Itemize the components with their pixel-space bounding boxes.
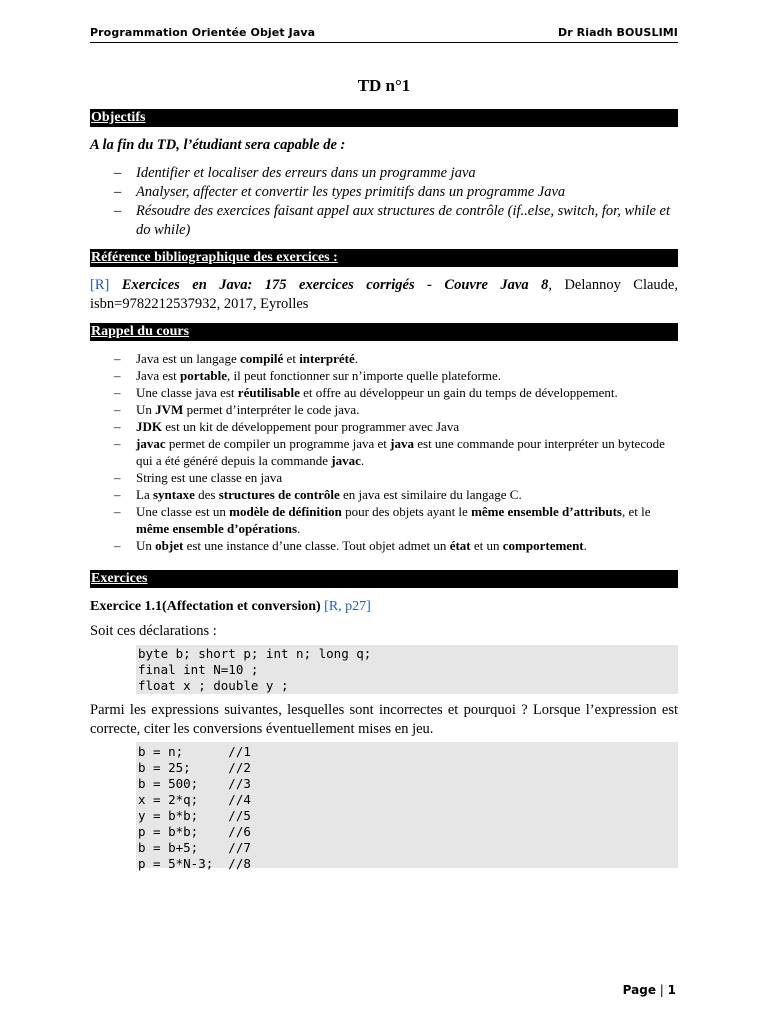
list-item: – Java est un langage compilé et interprété. (112, 350, 678, 367)
author-name: Dr Riadh BOUSLIMI (557, 26, 678, 39)
list-item: – String est une classe en java (112, 469, 678, 486)
reference-book-title: Exercices en Java: 175 exercices corrigés - Couvre Java 8 (121, 277, 549, 293)
code-line: float x ; double y ; (138, 678, 289, 693)
list-item: – La syntaxe des structures de contrôle en java est similaire du langage C. (112, 486, 678, 503)
code-line: b = 500; //3 (138, 776, 251, 791)
section-rappel (90, 323, 678, 341)
page-footer (623, 983, 676, 997)
exercise-title: Exercice 1.1(Affectation et conversion) (90, 599, 321, 614)
section-reference (90, 249, 678, 267)
reference-link[interactable]: [R] (90, 277, 110, 293)
page-label: Page (622, 983, 656, 997)
section-objectifs-label: Objectifs (91, 110, 146, 125)
code-line: final int N=10 ; (138, 662, 259, 677)
reference-details: , Delannoy Claude, isbn=9782212537932, 2017, Eyrolles (90, 277, 678, 312)
list-item: – Analyser, affecter et convertir les types primitifs dans un programme Java (112, 183, 678, 202)
page-separator: | (655, 983, 668, 997)
reference-citation (90, 276, 678, 314)
exercise-heading (90, 597, 371, 616)
list-item: – Une classe est un modèle de définition pour des objets ayant le même ensemble d’attributs, et le même ensemble d’opérations. (112, 503, 678, 537)
document-title: TD n°1 (357, 76, 411, 95)
list-item: – Une classe java est réutilisable et offre au développeur un gain du temps de développement. (112, 384, 678, 401)
rappel-list (112, 350, 678, 554)
list-item: – Java est portable, il peut fonctionner sur n’importe quelle plateforme. (112, 367, 678, 384)
list-item: – Un JVM permet d’interpréter le code java. (112, 401, 678, 418)
code-line: y = b*b; //5 (138, 808, 251, 823)
exercise-intro: Soit ces déclarations : (90, 623, 217, 639)
code-line: b = b+5; //7 (138, 840, 251, 855)
objectifs-intro: A la fin du TD, l’étudiant sera capable de : (90, 137, 346, 153)
list-item: – Identifier et localiser des erreurs dans un programme java (112, 164, 678, 183)
declarations-code-block (136, 645, 678, 694)
list-item: – JDK est un kit de développement pour programmer avec Java (112, 418, 678, 435)
objectifs-list (112, 164, 678, 240)
code-line: p = 5*N-3; //8 (138, 856, 251, 871)
code-line: b = 25; //2 (138, 760, 251, 775)
code-line: byte b; short p; int n; long q; (138, 646, 372, 661)
section-exercices (90, 570, 678, 588)
list-item: – Résoudre des exercices faisant appel aux structures de contrôle (if..else, switch, for, while et do while) (112, 202, 678, 240)
section-reference-label: Référence bibliographique des exercices : (91, 250, 338, 265)
course-title: Programmation Orientée Objet Java (90, 26, 316, 39)
list-item: – javac permet de compiler un programme java et java est une commande pour interpréter un bytecode qui a été généré depuis la commande javac. (112, 435, 678, 469)
page-number: 1 (667, 983, 676, 997)
expressions-code-block (136, 742, 678, 871)
list-item: – Un objet est une instance d’une classe. Tout objet admet un état et un comportement. (112, 537, 678, 554)
code-line: p = b*b; //6 (138, 824, 251, 839)
exercise-ref-link[interactable]: [R, p27] (324, 599, 371, 614)
code-line: b = n; //1 (138, 744, 251, 759)
exercise-question: Parmi les expressions suivantes, lesquelles sont incorrectes et pourquoi ? Lorsque l’expression est correcte, citer les conversions éventuellement mises en jeu. (90, 702, 678, 737)
code-line: x = 2*q; //4 (138, 792, 251, 807)
section-exercices-label: Exercices (91, 571, 148, 586)
page-header (90, 26, 678, 43)
section-objectifs (90, 109, 678, 127)
section-rappel-label: Rappel du cours (91, 324, 190, 339)
